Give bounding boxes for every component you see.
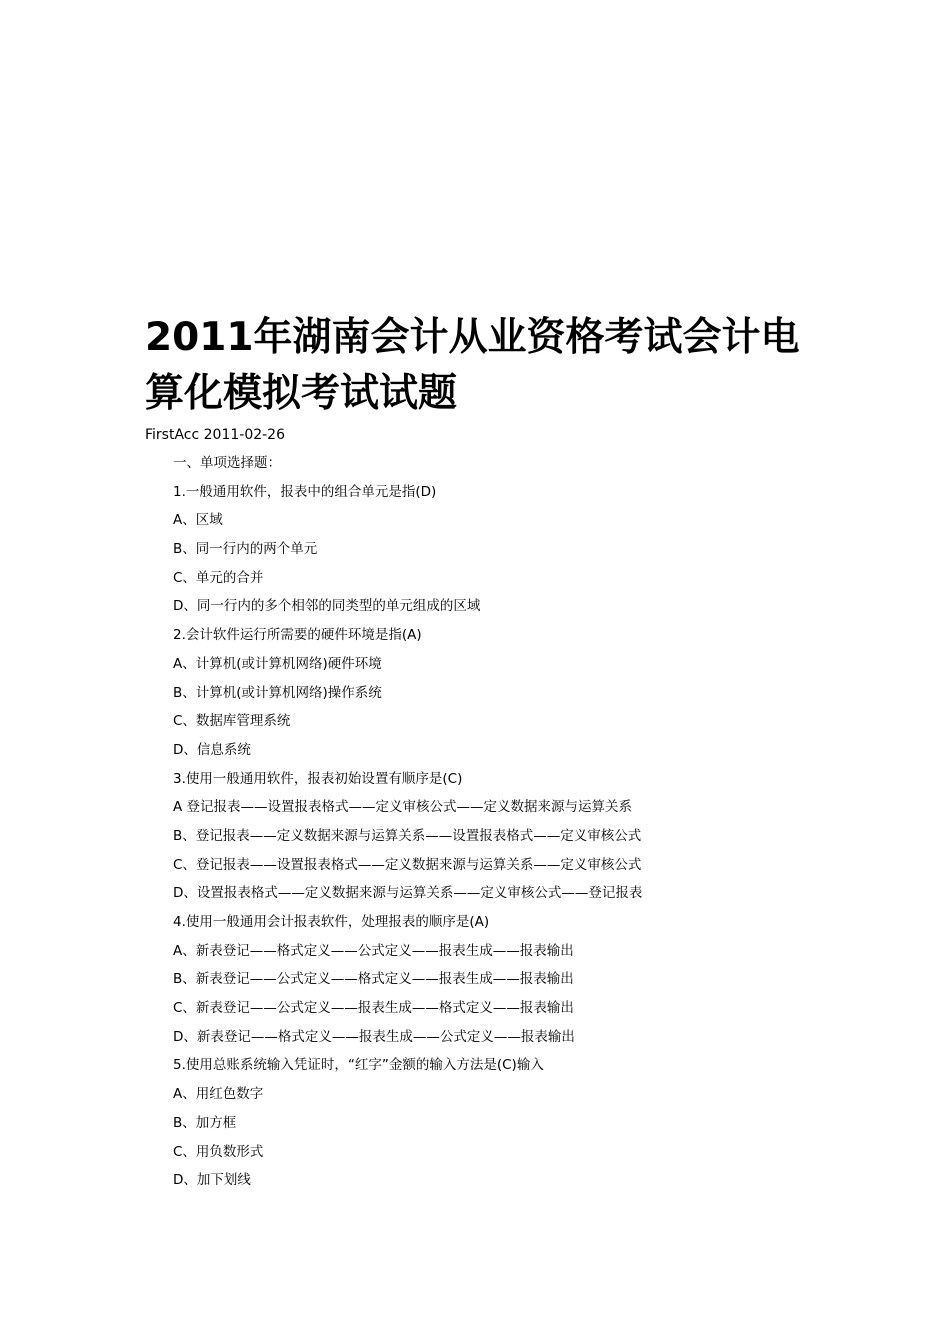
question-2-option-c: C、数据库管理系统 — [173, 713, 291, 730]
question-3-option-d: D、设置报表格式——定义数据来源与运算关系——定义审核公式——登记报表 — [173, 885, 643, 902]
question-1-option-c: C、单元的合并 — [173, 569, 264, 586]
document-title: 2011年湖南会计从业资格考试会计电算化模拟考试试题 — [145, 315, 800, 416]
question-5-option-a: A、用红色数字 — [173, 1086, 264, 1103]
question-4-option-c: C、新表登记——公式定义——报表生成——格式定义——报表输出 — [173, 1000, 574, 1017]
document-byline: FirstAcc 2011-02-26 — [145, 427, 285, 443]
question-list — [173, 453, 853, 1199]
question-3-option-b: B、登记报表——定义数据来源与运算关系——设置报表格式——定义审核公式 — [173, 827, 642, 844]
question-3: 3.使用一般通用软件，报表初始设置有顺序是(C) — [173, 770, 463, 787]
question-5: 5.使用总账系统输入凭证时，“红字”金额的输入方法是(C)输入 — [173, 1057, 544, 1074]
question-4-option-d: D、新表登记——格式定义——报表生成——公式定义——报表输出 — [173, 1028, 575, 1045]
question-1: 1.一般通用软件，报表中的组合单元是指(D) — [173, 483, 437, 500]
question-1-option-a: A、区域 — [173, 512, 223, 529]
section-heading: 一、单项选择题： — [173, 455, 281, 471]
question-4-option-a: A、新表登记——格式定义——公式定义——报表生成——报表输出 — [173, 942, 574, 959]
question-5-option-b: B、加方框 — [173, 1114, 237, 1131]
question-2-option-a: A、计算机(或计算机网络)硬件环境 — [173, 655, 382, 672]
question-2-option-d: D、信息系统 — [173, 741, 251, 758]
question-2-option-b: B、计算机(或计算机网络)操作系统 — [173, 684, 382, 701]
question-3-option-c: C、登记报表——设置报表格式——定义数据来源与运算关系——定义审核公式 — [173, 856, 642, 873]
question-4-option-b: B、新表登记——公式定义——格式定义——报表生成——报表输出 — [173, 971, 574, 988]
question-1-option-d: D、同一行内的多个相邻的同类型的单元组成的区域 — [173, 598, 481, 615]
question-1-option-b: B、同一行内的两个单元 — [173, 541, 318, 558]
question-2: 2.会计软件运行所需要的硬件环境是指(A) — [173, 627, 422, 644]
question-5-option-d: D、加下划线 — [173, 1172, 251, 1189]
question-3-option-a: A 登记报表——设置报表格式——定义审核公式——定义数据来源与运算关系 — [173, 799, 633, 816]
question-4: 4.使用一般通用会计报表软件，处理报表的顺序是(A) — [173, 914, 490, 930]
question-5-option-c: C、用负数形式 — [173, 1143, 264, 1160]
